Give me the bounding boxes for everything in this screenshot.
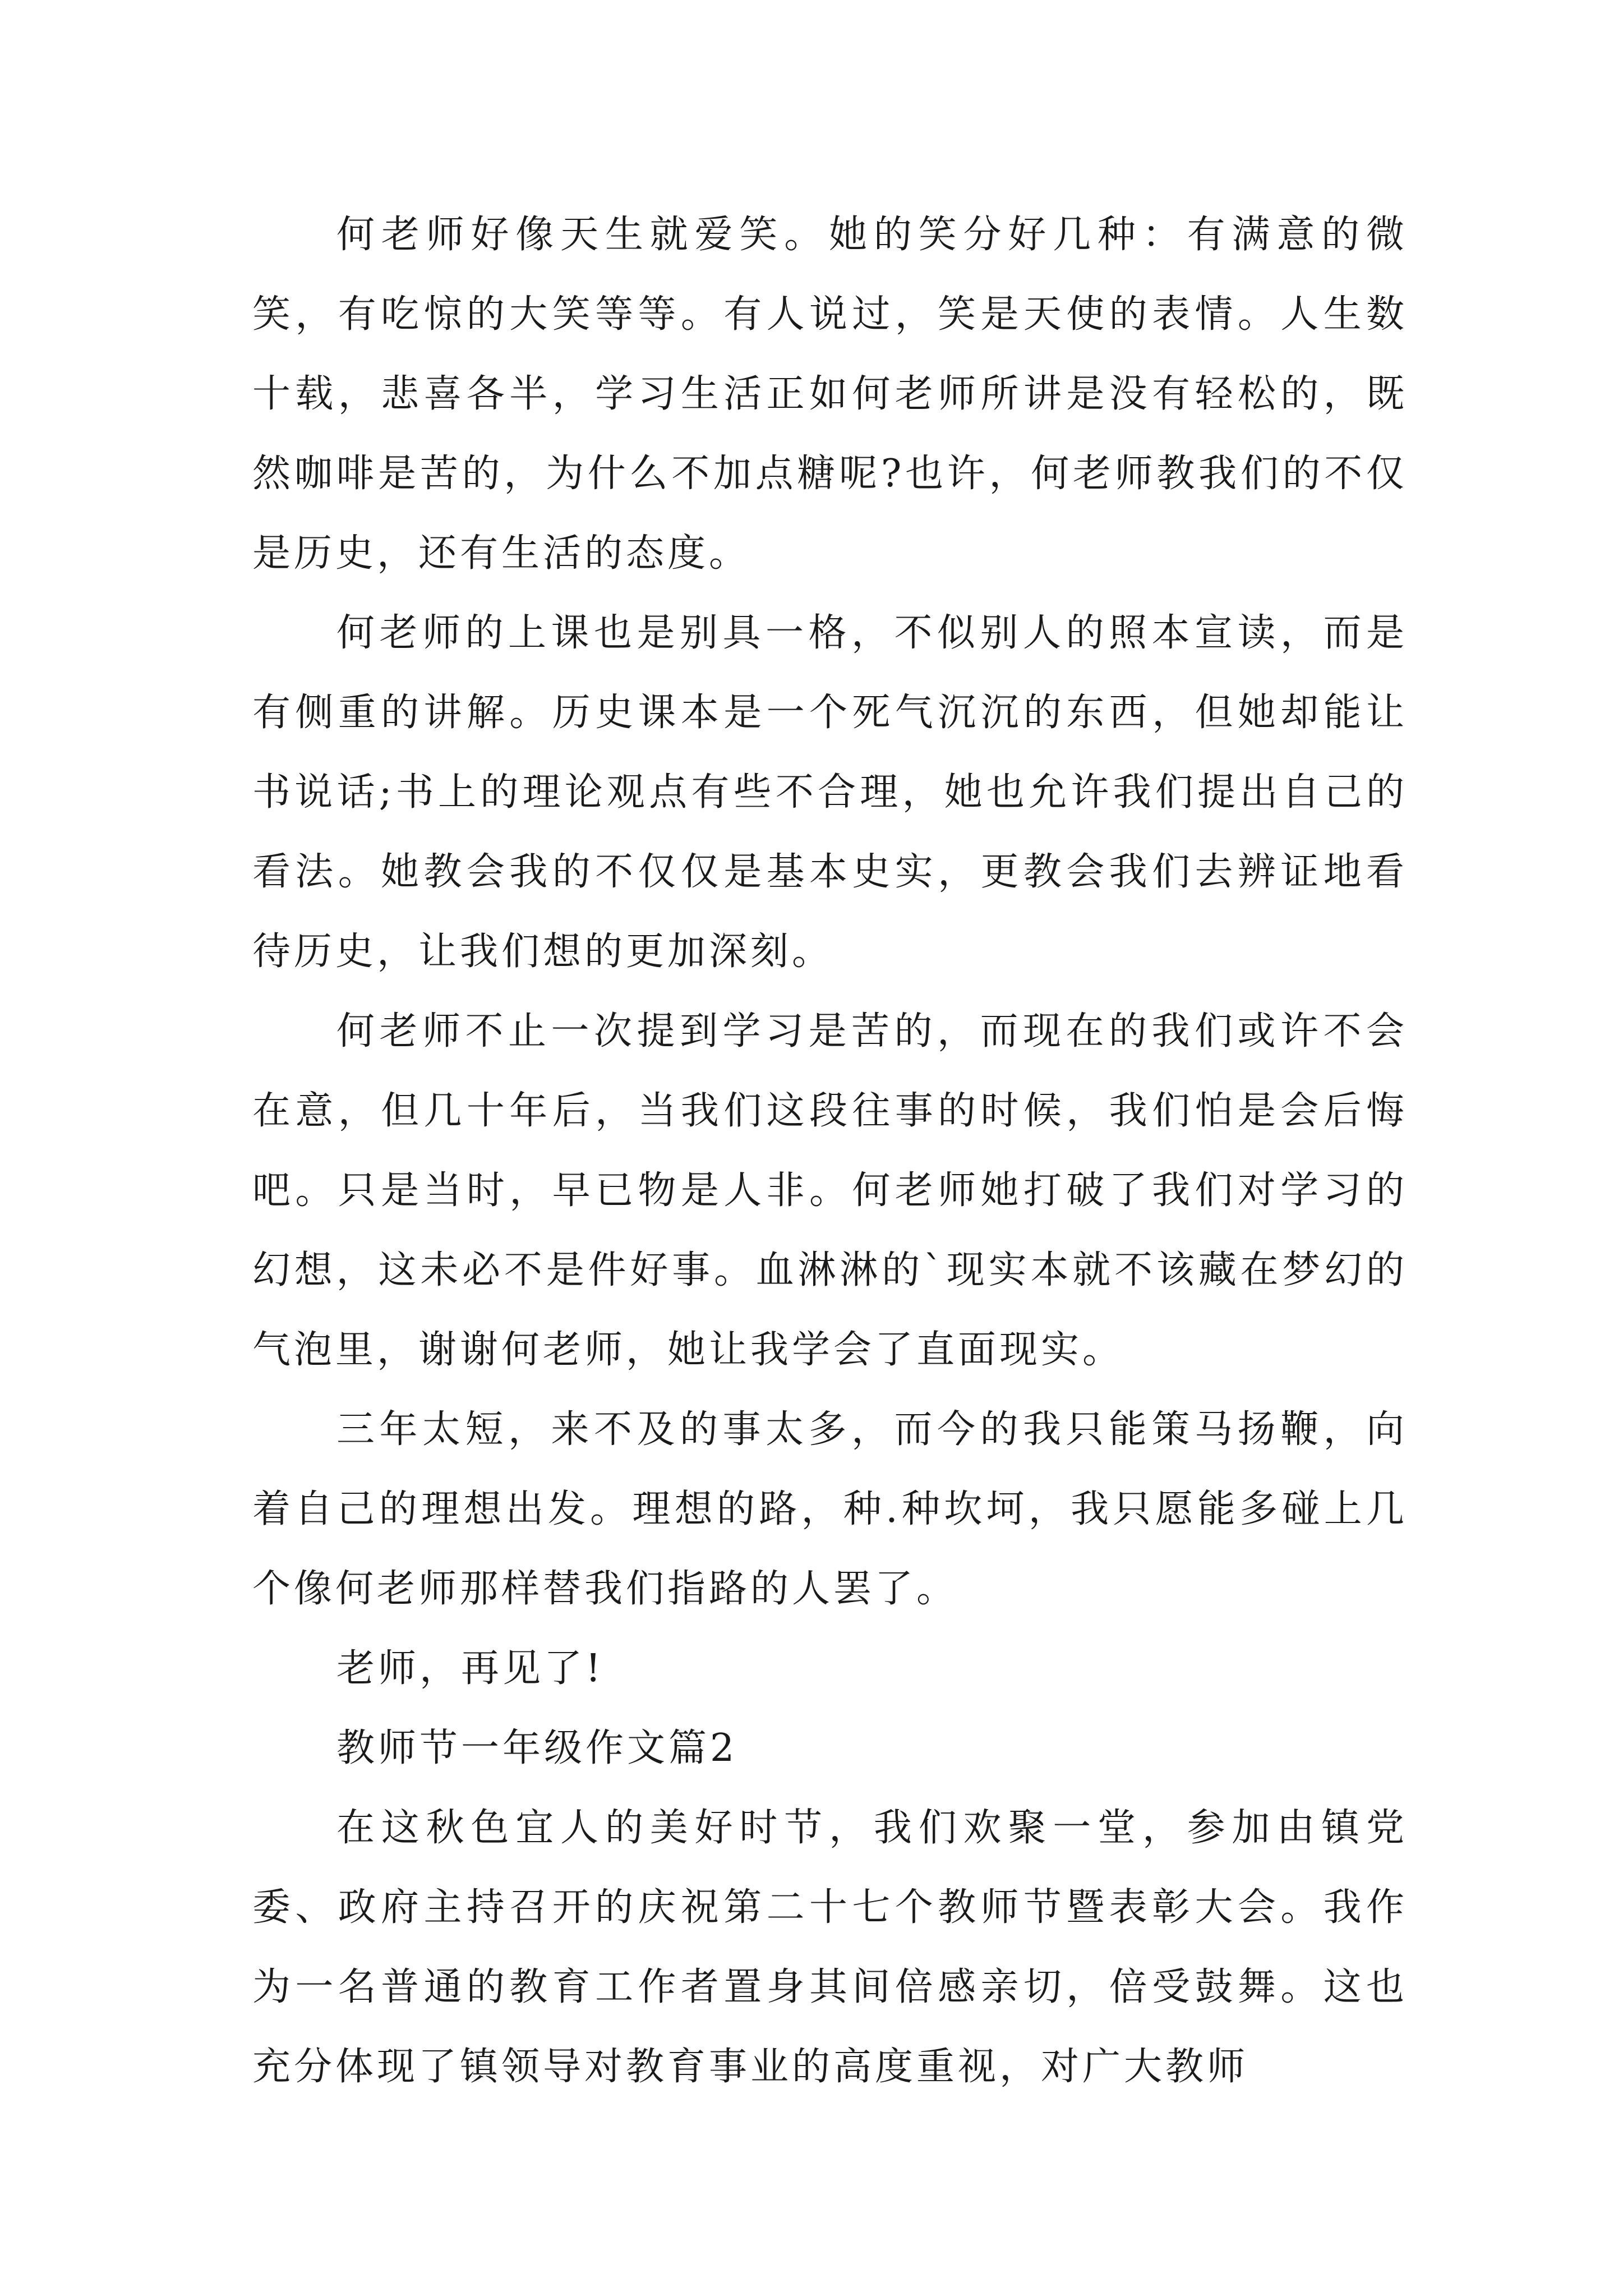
paragraph-teaching-style: 何老师的上课也是别具一格，不似别人的照本宣读，而是有侧重的讲解。历史课本是一个死气沉沉的东西，但她却能让书说话;书上的理论观点有些不合理，她也允许我们提出自己的看法。她教会我的不仅仅是基本史实，更教会我们去辨证地看待历史，让我们想的更加深刻。 [252,611,1408,974]
paragraph-farewell: 老师，再见了! [336,1646,605,1691]
section-heading: 教师节一年级作文篇2 [336,1726,738,1770]
paragraph-three-years: 三年太短，来不及的事太多，而今的我只能策马扬鞭，向着自己的理想出发。理想的路，种.种坎坷，我只愿能多碰上几个像何老师那样替我们指路的人罢了。 [252,1407,1408,1611]
paragraph-teachers-day-meeting: 在这秋色宜人的美好时节，我们欢聚一堂，参加由镇党委、政府主持召开的庆祝第二十七个教师节暨表彰大会。我作为一名普通的教育工作者置身其间倍感亲切，倍受鼓舞。这也充分体现了镇领导对教育事业的高度重视，对广大教师 [252,1806,1408,2089]
paragraph-smile: 何老师好像天生就爱笑。她的笑分好几种：有满意的微笑，有吃惊的大笑等等。有人说过，笑是天使的表情。人生数十载，悲喜各半，学习生活正如何老师所讲是没有轻松的，既然咖啡是苦的，为什么不加点糖呢?也许，何老师教我们的不仅是历史，还有生活的态度。 [252,213,1408,576]
article-body [252,195,1408,2107]
paragraph-learning-is-bitter: 何老师不止一次提到学习是苦的，而现在的我们或许不会在意，但几十年后，当我们这段往事的时候，我们怕是会后悔吧。只是当时，早已物是人非。何老师她打破了我们对学习的幻想，这未必不是件好事。血淋淋的`现实本就不该藏在梦幻的气泡里，谢谢何老师，她让我学会了直面现实。 [252,1009,1408,1372]
